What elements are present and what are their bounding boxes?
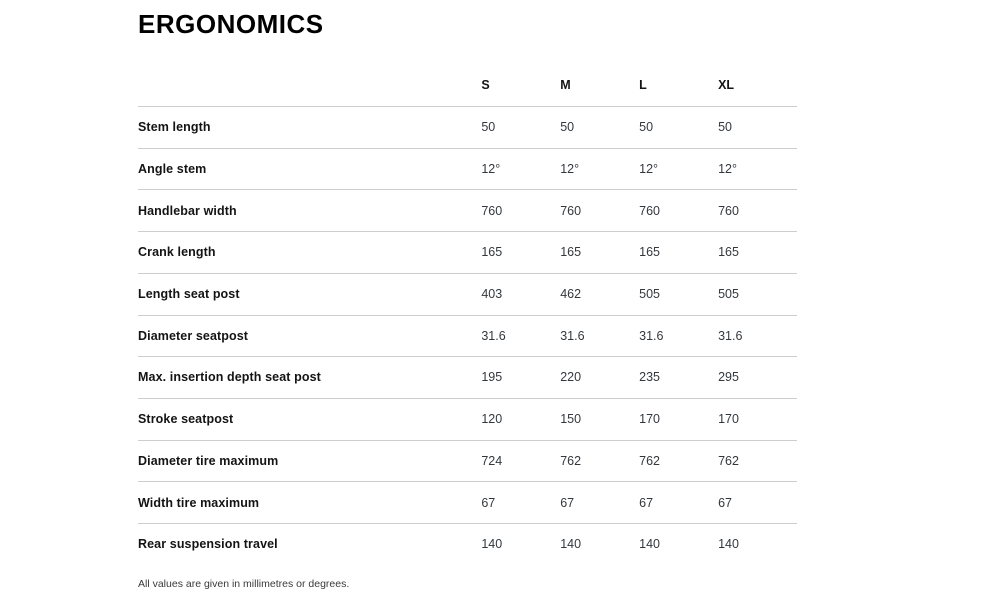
value-m: 220 (560, 370, 582, 385)
table-row (138, 273, 797, 315)
value-l: 12° (639, 161, 659, 176)
table-row (138, 148, 797, 190)
table-row (138, 440, 797, 482)
page-title: ERGONOMICS (138, 9, 324, 39)
value-s: 12° (481, 161, 501, 176)
value-xl: 295 (718, 370, 739, 385)
ergonomics-table (138, 65, 797, 565)
value-l: 235 (639, 370, 661, 385)
row-label: Diameter tire maximum (138, 453, 279, 468)
value-xl: 31.6 (718, 328, 743, 343)
row-label: Stroke seatpost (138, 412, 234, 427)
table-row (138, 106, 797, 148)
value-l: 170 (639, 412, 661, 427)
value-xl: 170 (718, 412, 739, 427)
value-s: 724 (481, 453, 503, 468)
table-row (138, 315, 797, 357)
row-label: Diameter seatpost (138, 328, 249, 343)
value-s: 31.6 (481, 328, 506, 343)
column-header-s: S (481, 78, 490, 93)
value-s: 165 (481, 245, 503, 260)
value-m: 760 (560, 203, 582, 218)
value-xl: 67 (718, 495, 732, 510)
value-s: 67 (481, 495, 496, 510)
value-s: 50 (481, 120, 496, 135)
value-m: 462 (560, 286, 582, 301)
value-xl: 165 (718, 245, 739, 260)
value-m: 762 (560, 453, 582, 468)
value-m: 67 (560, 495, 575, 510)
value-s: 195 (481, 370, 503, 385)
value-s: 760 (481, 203, 503, 218)
value-xl: 140 (718, 537, 739, 552)
table-row (138, 523, 797, 565)
value-l: 762 (639, 453, 661, 468)
value-m: 150 (560, 412, 582, 427)
value-m: 12° (560, 161, 580, 176)
value-l: 760 (639, 203, 661, 218)
column-header-m: M (560, 78, 571, 93)
value-l: 50 (639, 120, 654, 135)
row-label: Stem length (138, 120, 211, 135)
value-l: 165 (639, 245, 661, 260)
value-s: 120 (481, 412, 503, 427)
row-label: Angle stem (138, 161, 207, 176)
value-xl: 50 (718, 120, 732, 135)
row-label: Length seat post (138, 286, 240, 301)
value-l: 505 (639, 286, 661, 301)
table-row (138, 356, 797, 398)
value-m: 50 (560, 120, 575, 135)
row-label: Handlebar width (138, 203, 237, 218)
value-l: 140 (639, 537, 661, 552)
row-label: Width tire maximum (138, 495, 260, 510)
value-xl: 762 (718, 453, 739, 468)
value-l: 67 (639, 495, 654, 510)
value-s: 403 (481, 286, 503, 301)
value-xl: 12° (718, 161, 737, 176)
column-header-l: L (639, 78, 647, 93)
value-m: 165 (560, 245, 582, 260)
value-m: 140 (560, 537, 582, 552)
row-label: Max. insertion depth seat post (138, 370, 321, 385)
table-row (138, 189, 797, 231)
value-xl: 760 (718, 203, 739, 218)
row-label: Crank length (138, 245, 216, 260)
row-label: Rear suspension travel (138, 537, 278, 552)
column-header-xl: XL (718, 78, 735, 93)
table-header-row (138, 65, 797, 106)
value-xl: 505 (718, 286, 739, 301)
footnote: All values are given in millimetres or degrees. (138, 578, 350, 590)
table-row (138, 481, 797, 523)
value-s: 140 (481, 537, 503, 552)
value-m: 31.6 (560, 328, 585, 343)
table-row (138, 231, 797, 273)
value-l: 31.6 (639, 328, 664, 343)
table-row (138, 398, 797, 440)
